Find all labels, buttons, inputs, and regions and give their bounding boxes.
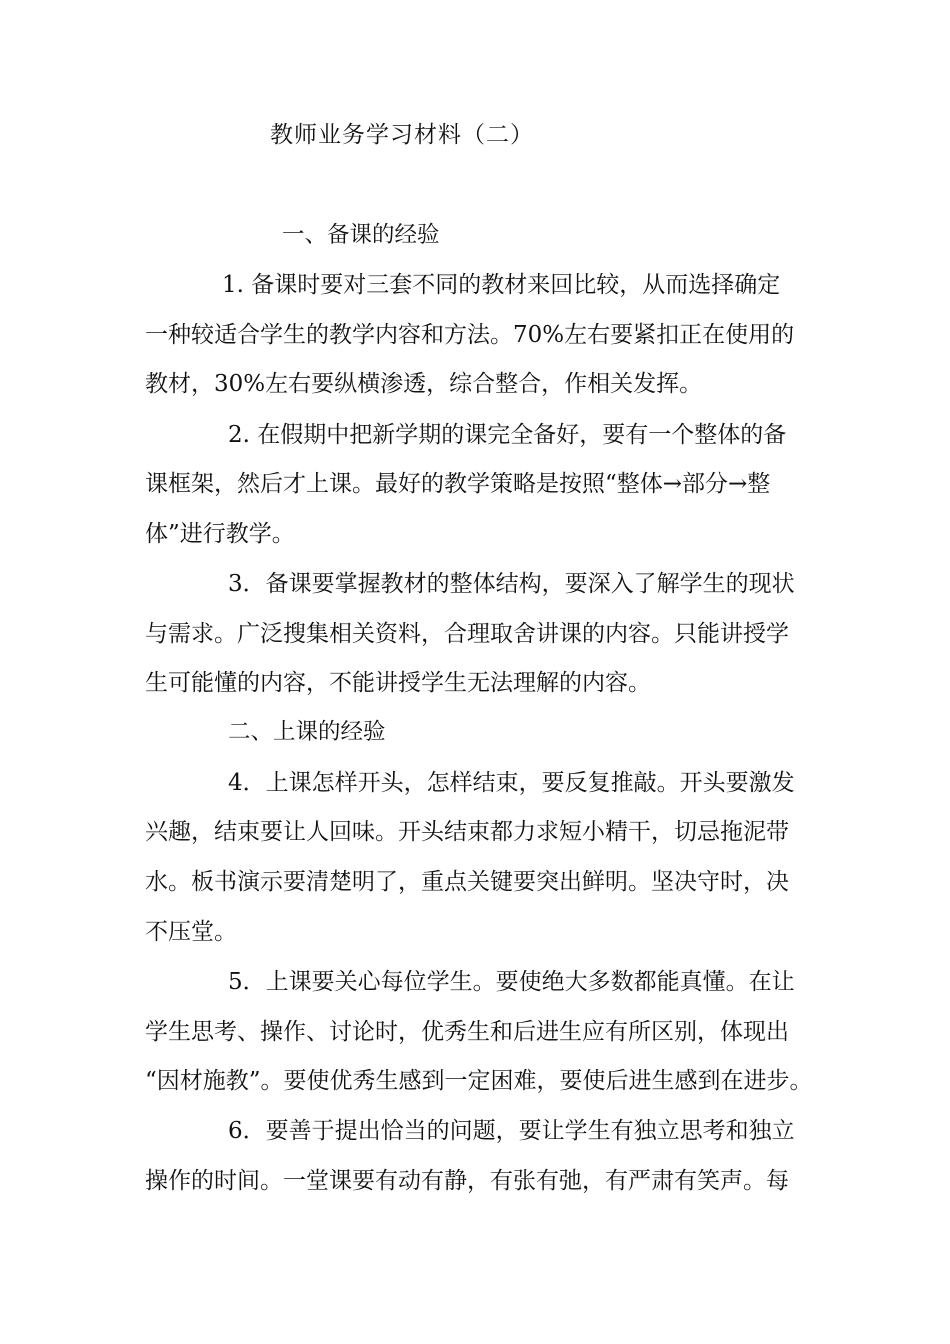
paragraph-line: 2. 在假期中把新学期的课完全备好，要有一个整体的备 [228,422,787,448]
paragraph-line: 教材，30%左右要纵横渗透，综合整合，作相关发挥。 [145,371,703,397]
paragraph-line: 一种较适合学生的教学内容和方法。70%左右要紧扣正在使用的 [145,322,795,348]
paragraph-line: 操作的时间。一堂课要有动有静，有张有弛，有严肃有笑声。每 [145,1168,789,1194]
paragraph-line: 水。板书演示要清楚明了，重点关键要突出鲜明。坚决守时，决 [145,869,789,895]
paragraph-line: 与需求。广泛搜集相关资料，合理取舍讲课的内容。只能讲授学 [145,621,789,647]
document-title: 教师业务学习材料（二） [270,122,534,148]
paragraph-line: 生可能懂的内容，不能讲授学生无法理解的内容。 [145,670,651,696]
paragraph-line: “因材施教”。要使优秀生感到一定困难，要使后进生感到在进步。 [145,1068,813,1094]
paragraph-line: 不压堂。 [145,919,237,945]
paragraph-line: 体”进行教学。 [145,521,295,547]
paragraph-line: 3．备课要掌握教材的整体结构，要深入了解学生的现状 [228,571,795,597]
paragraph-line: 学生思考、操作、讨论时，优秀生和后进生应有所区别，体现出 [145,1019,789,1045]
paragraph-line: 课框架，然后才上课。最好的教学策略是按照“整体→部分→整 [145,471,771,497]
paragraph-line: 5．上课要关心每位学生。要使绝大多数都能真懂。在让 [228,969,795,995]
paragraph-line: 4．上课怎样开头，怎样结束，要反复推敲。开头要激发 [228,770,795,796]
paragraph-line: 兴趣，结束要让人回味。开头结束都力求短小精干，切忌拖泥带 [145,819,789,845]
section-heading-class: 二、上课的经验 [228,719,386,745]
paragraph-line: 1. 备课时要对三套不同的教材来回比较，从而选择确定 [222,272,781,298]
paragraph-line: 6．要善于提出恰当的问题，要让学生有独立思考和独立 [228,1118,795,1144]
section-heading-lesson-prep: 一、备课的经验 [282,222,440,248]
